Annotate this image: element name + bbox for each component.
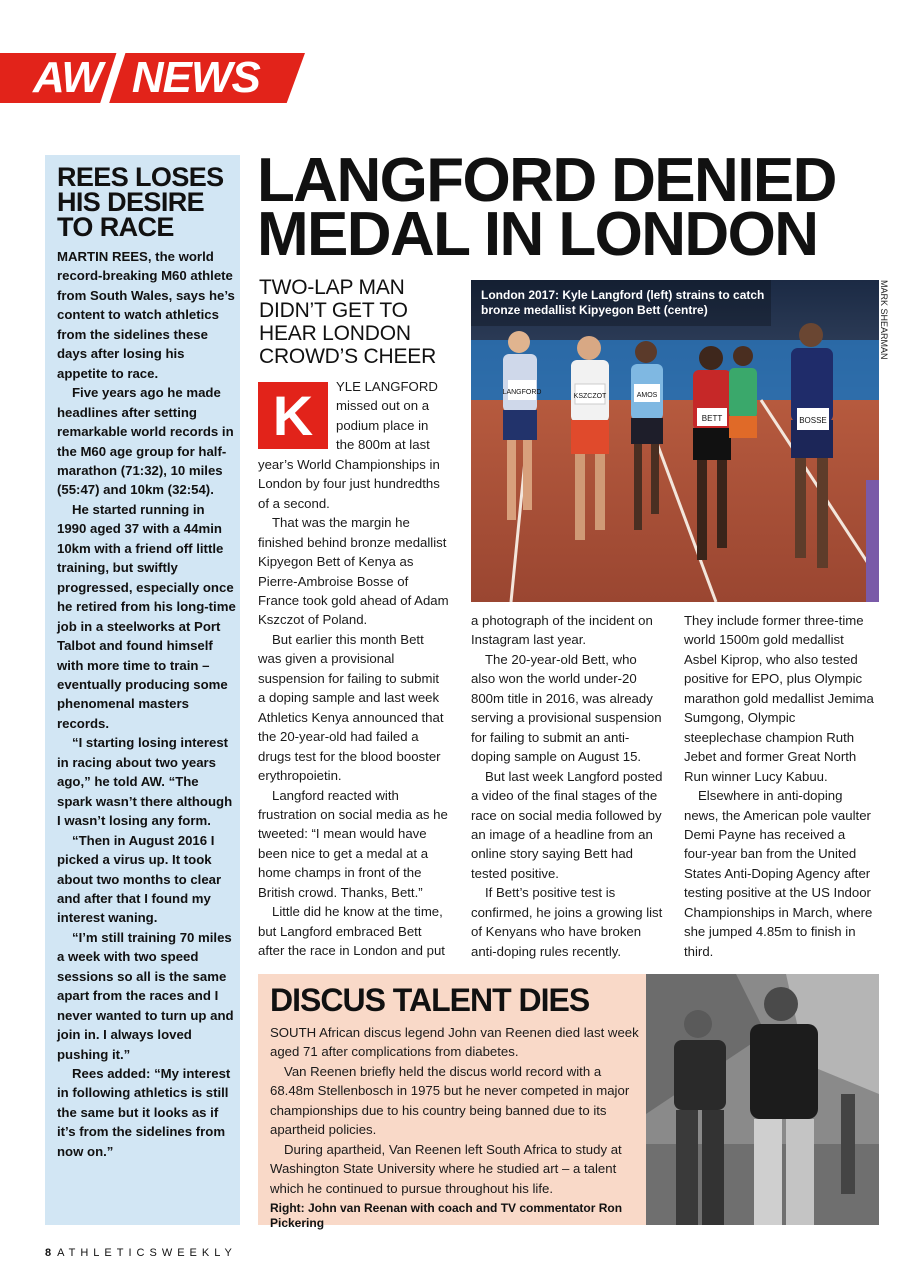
bib-bett: BETT bbox=[701, 414, 723, 423]
race-photo bbox=[471, 280, 879, 602]
article-paragraph: Elsewhere in anti-doping news, the American pole vaulter Demi Payne has received a four-year ban from the United States Anti-Doping Agency after testing positive at the US Indoor Championships in March, where she jumped 4.85m to finish in third. bbox=[684, 788, 873, 959]
sidebar-headline: REES LOSES HIS DESIRE TO RACE bbox=[57, 162, 224, 242]
drop-cap: K bbox=[258, 382, 328, 449]
section-banner-label bbox=[33, 53, 260, 102]
sidebar-paragraph: “Then in August 2016 I picked a virus up. It took about two months to clear and after that I found my interest waning. bbox=[57, 832, 222, 926]
discus-paragraph: During apartheid, Van Reenen left South Africa to study at Washington State University where he studied art – a talent which he continued to pursue throughout his life. bbox=[270, 1141, 622, 1196]
article-column-3 bbox=[684, 611, 876, 961]
race-photo-illustration bbox=[471, 280, 879, 602]
article-lead-paragraph bbox=[258, 377, 450, 513]
photo-caption: London 2017: Kyle Langford (left) strains to catch bronze medallist Kipyegon Bett (centre) bbox=[481, 288, 765, 317]
discus-photo-caption: Right: John van Reenan with coach and TV commentator Ron Pickering bbox=[270, 1201, 623, 1230]
article-paragraph: They include former three-time world 1500m gold medallist Asbel Kiprop, who also tested positive for EPO, plus Olympic marathon gold medallist Jemima Sumgong, Olympic steeplechase champion Ruth Jebet and former Great North Run winner Lucy Kabuu. bbox=[684, 613, 874, 784]
sidebar-paragraph: “I starting losing interest in racing about two years ago,” he told AW. “The spark wasn’t there although I wasn’t losing any form. bbox=[57, 735, 233, 829]
photo-credit bbox=[876, 280, 890, 380]
article-paragraph: That was the margin he finished behind bronze medallist Kipyegon Bett of Kenya as Pierre-Ambroise Bosse of France took gold ahead of Adam Kszczot of Poland. bbox=[258, 515, 449, 628]
bib-amos: AMOS bbox=[636, 392, 658, 399]
discus-body bbox=[270, 1023, 640, 1198]
sidebar-paragraph: Five years ago he made headlines after setting remarkable world records in the M60 age group for half-marathon (71:32), 10 miles (55:47) and 10km (32:54). bbox=[57, 385, 234, 498]
article-paragraph: But earlier this month Bett was given a provisional suspension for failing to submit a doping sample and last week Athletics Kenya announced that the 20-year-old had failed a drugs test for the blood booster erythropoietin. bbox=[258, 631, 444, 784]
photo-credit-text: MARK SHEARMAN bbox=[879, 280, 889, 360]
banner-news: NEWS bbox=[131, 53, 260, 102]
van-reenen-photo bbox=[646, 974, 879, 1225]
publication-name: ATHLETICSWEEKLY bbox=[57, 1247, 237, 1259]
page-footer bbox=[45, 1246, 237, 1260]
article-paragraph: a photograph of the incident on Instagram last year. bbox=[471, 613, 653, 648]
article-lead-text: YLE LANGFORD missed out on a podium place in the 800m at last year’s World Championships in London by four just hundredths of a second. bbox=[258, 379, 440, 511]
article-subhead: TWO-LAP MAN DIDN’T GET TO HEAR LONDON CROWD’S CHEER bbox=[259, 276, 437, 368]
sidebar-body bbox=[57, 247, 237, 1161]
article-column-1 bbox=[258, 377, 450, 961]
discus-headline: DISCUS TALENT DIES bbox=[270, 982, 590, 1018]
sidebar-paragraph: Rees added: “My interest in following athletics is still the same but it looks as if it’s from the sidelines from now on.” bbox=[57, 1066, 231, 1159]
article-paragraph: Langford reacted with frustration on social media as he tweeted: “I mean would have been nice to get a medal at a home champs in front of the British crowd. Thanks, Bett.” bbox=[258, 787, 448, 900]
sidebar-paragraph: “I’m still training 70 miles a week with two speed sessions so all is the same apart from the races and I never wanted to turn up and join in. I always loved pushing it.” bbox=[57, 929, 234, 1062]
bib-langford: LANGFORD bbox=[502, 389, 542, 396]
article-paragraph: If Bett’s positive test is confirmed, he joins a growing list of Kenyans who have broken anti-doping rules recently. bbox=[471, 885, 663, 959]
bib-bosse: BOSSE bbox=[799, 416, 827, 425]
article-headline: LANGFORD DENIED MEDAL IN LONDON bbox=[257, 146, 836, 269]
bib-kszczot: KSZCZOT bbox=[573, 393, 607, 400]
banner-aw: AW bbox=[33, 53, 102, 102]
page-number: 8 bbox=[45, 1247, 52, 1259]
discus-paragraph: SOUTH African discus legend John van Reenen died last week aged 71 after complications from diabetes. bbox=[270, 1025, 639, 1060]
article-column-2 bbox=[471, 611, 663, 961]
sidebar-paragraph: He started running in 1990 aged 37 with a 44min 10km with a friend off little training, but swiftly progressed, especially once he retired from his long-time job in a steelworks at Port Talbot and found himself with more time to train – eventually producing some phenomenal masters records. bbox=[57, 501, 236, 731]
sidebar-paragraph: MARTIN REES, the world record-breaking M60 athlete from South Wales, says he’s content to watch athletics from the sidelines these days after losing his appetite to race. bbox=[57, 249, 235, 381]
article-paragraph: Little did he know at the time, but Langford embraced Bett after the race in London and put bbox=[258, 904, 445, 959]
discus-paragraph: Van Reenen briefly held the discus world record with a 68.48m Stellenbosch in 1975 but he never competed in major championships due to his country being banned due to its apartheid policies. bbox=[270, 1063, 630, 1138]
article-paragraph: The 20-year-old Bett, who also won the world under-20 800m title in 2016, was already serving a provisional suspension for failing to submit an anti-doping sample on August 15. bbox=[471, 651, 662, 765]
article-paragraph: But last week Langford posted a video of the final stages of the race on social media followed by an image of a headline from an online story saying Bett had tested positive. bbox=[471, 768, 663, 881]
van-reenen-photo-illustration bbox=[646, 974, 879, 1225]
